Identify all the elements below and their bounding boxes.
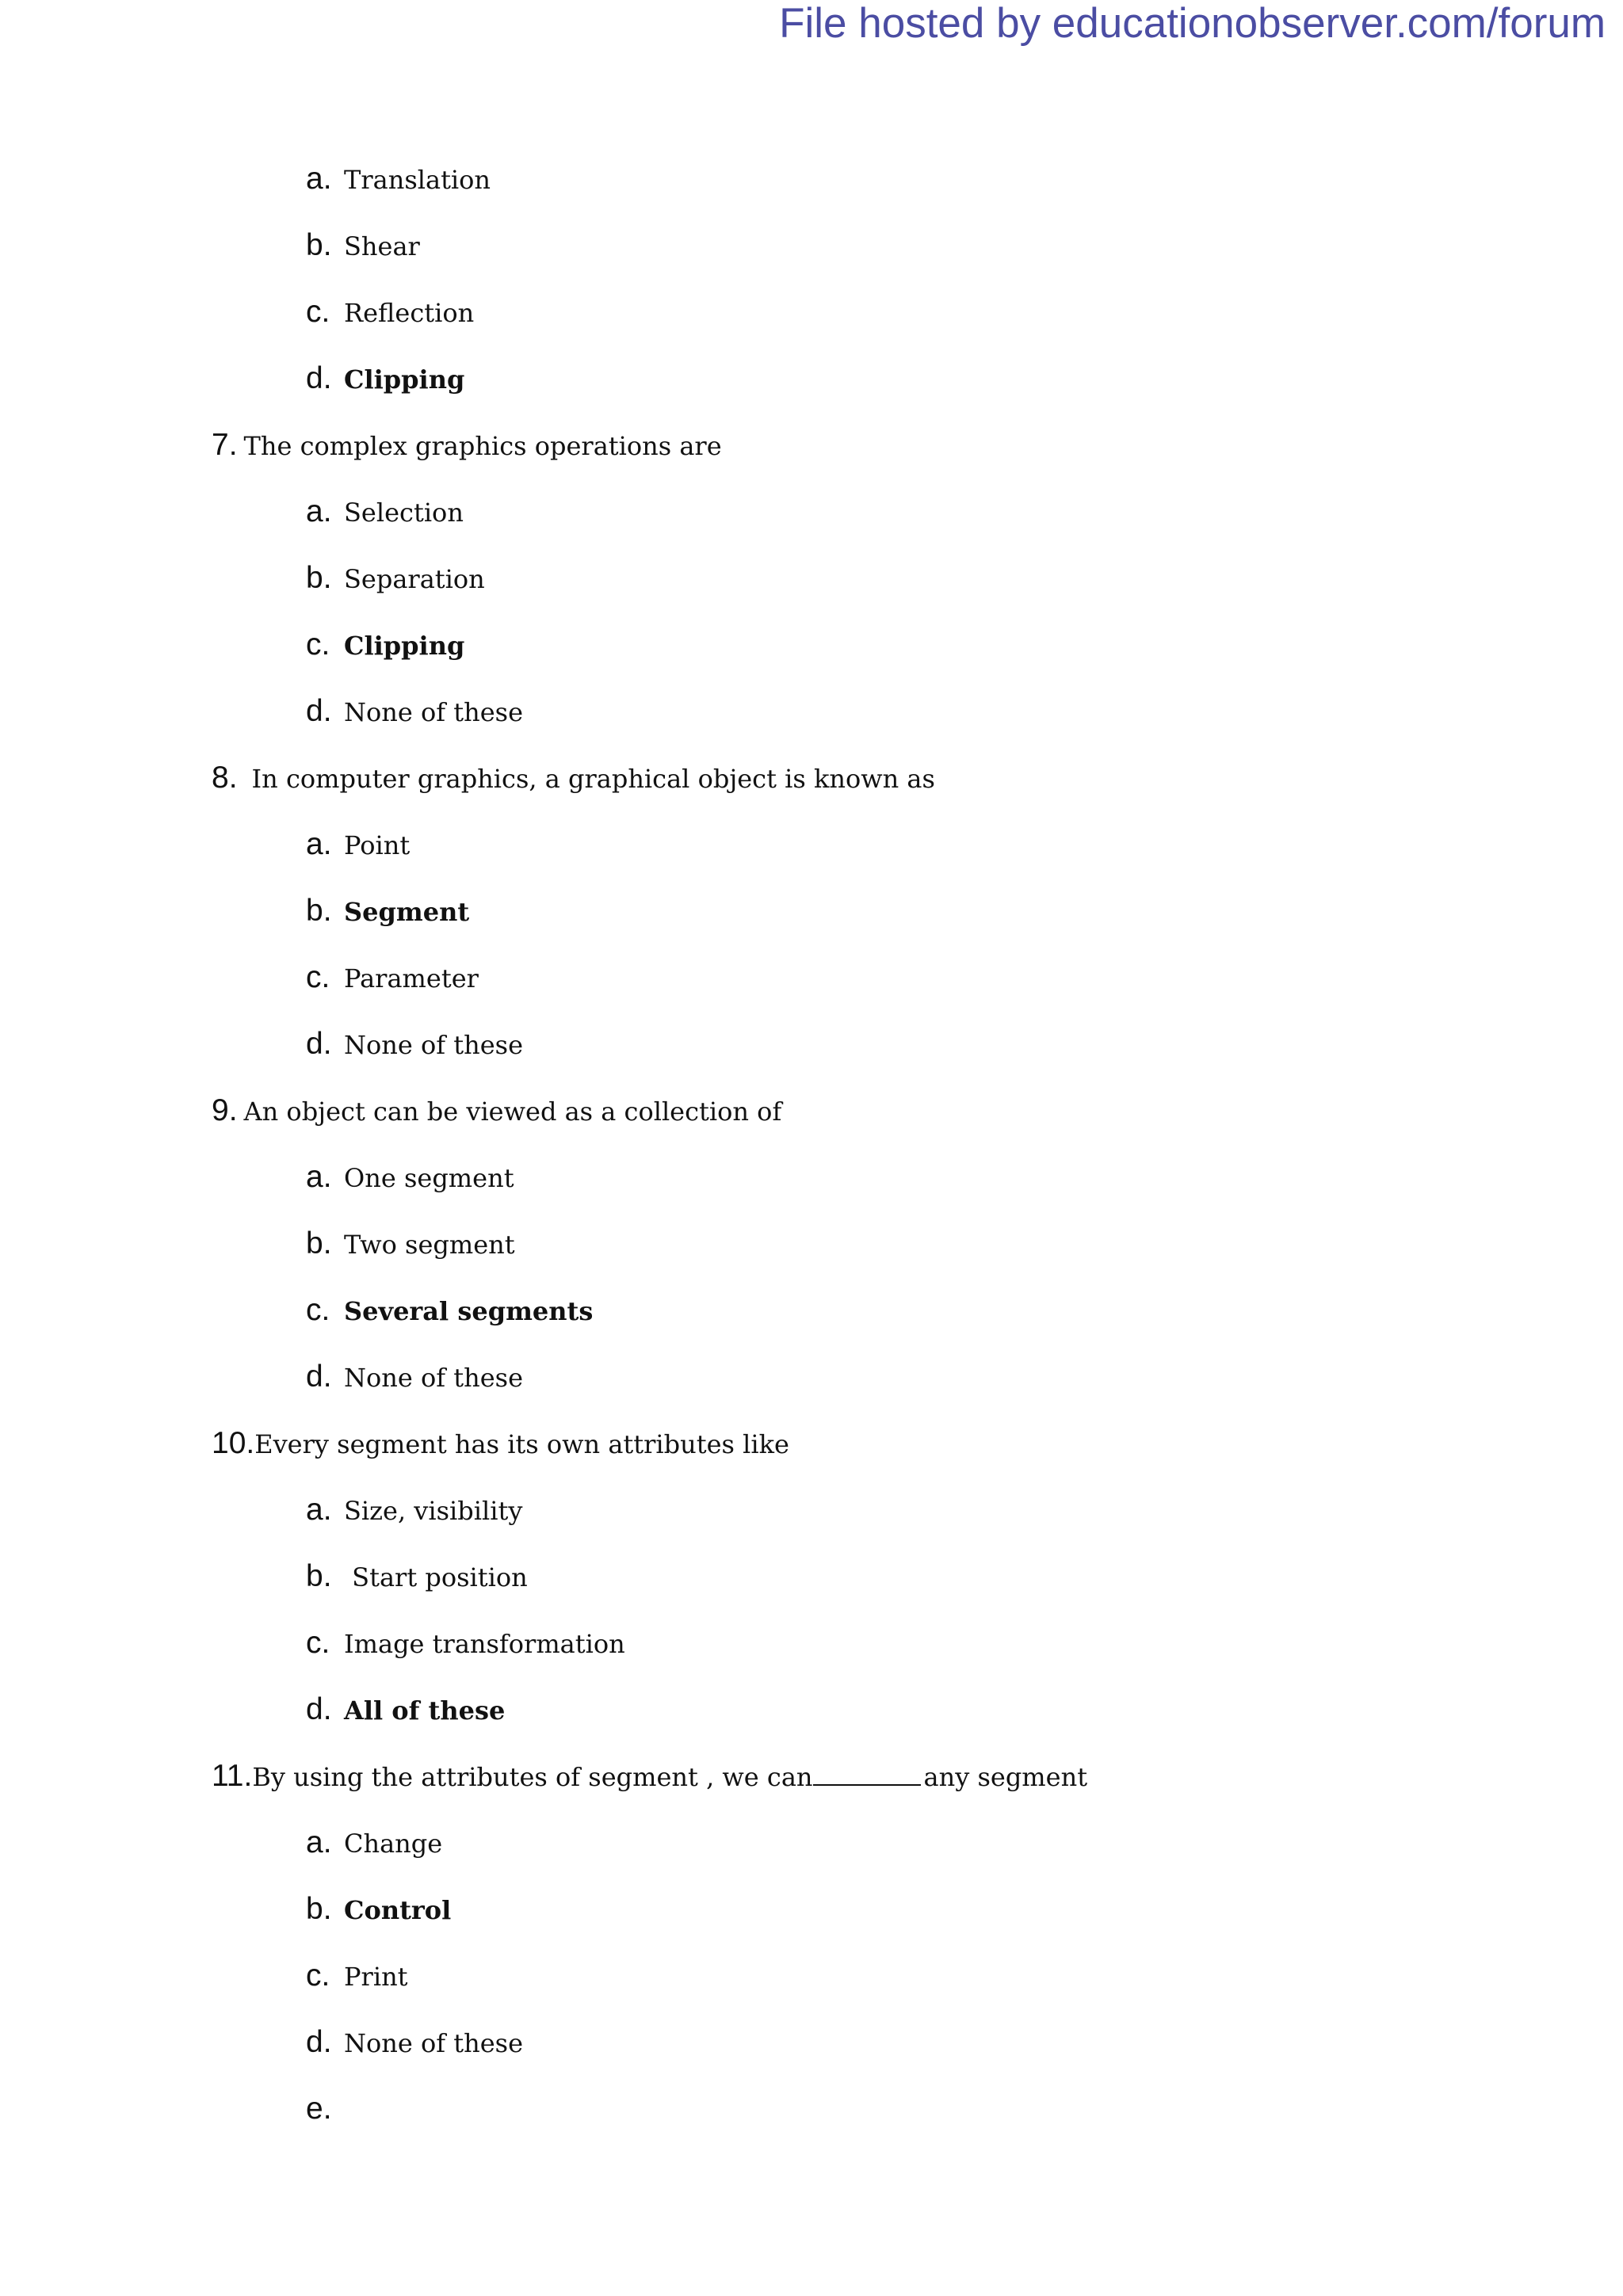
option-text: None of these [344,1030,524,1060]
option-8a [306,811,410,878]
question-text-end: any segment [923,1762,1088,1792]
option-6a [306,146,491,212]
option-6d [306,345,464,412]
question-7 [212,412,722,479]
option-7c [306,612,464,678]
option-marker: a. [306,1493,332,1527]
option-marker: b. [306,1226,332,1261]
question-number: 7. [212,428,238,462]
option-7d [306,678,523,745]
question-number: 10. [212,1426,255,1460]
option-marker: c. [306,1958,330,1993]
option-marker: d. [306,2025,332,2059]
option-marker: c. [306,627,330,662]
option-6b [306,212,420,279]
answer-blank [813,1784,921,1786]
option-text: None of these [344,697,524,727]
option-text-answer: All of these [344,1695,506,1726]
option-text: One segment [344,1163,514,1193]
option-6c [306,279,474,345]
option-text: Two segment [344,1230,515,1260]
question-text: In computer graphics, a graphical object is known as [251,764,935,794]
option-text: Parameter [344,963,479,994]
option-marker: a. [306,162,332,196]
option-marker: c. [306,295,330,329]
option-7a [306,479,464,545]
watermark-text: File hosted by educationobserver.com/forum [779,0,1606,47]
question-text: An object can be viewed as a collection of [243,1097,782,1127]
option-marker: b. [306,228,332,262]
option-9d [306,1344,523,1410]
option-text: Reflection [344,298,475,328]
question-number: 11. [212,1759,253,1793]
option-text-answer: Several segments [344,1296,594,1326]
option-marker: c. [306,960,330,994]
option-text: Shear [344,231,420,261]
option-text: Selection [344,498,464,528]
question-9 [212,1077,781,1144]
option-marker: a. [306,494,332,528]
option-marker: e. [306,2092,332,2126]
option-11e [306,2076,344,2142]
option-text: Point [344,830,411,860]
option-text: None of these [344,2028,524,2058]
question-number: 9. [212,1093,238,1127]
option-11b [306,1876,451,1943]
option-11d [306,2009,523,2076]
question-10 [212,1410,789,1477]
option-text: None of these [344,1363,524,1393]
option-text: Change [344,1829,443,1859]
option-text: Image transformation [344,1629,625,1659]
option-9b [306,1211,515,1277]
option-marker: b. [306,1892,332,1926]
option-marker: d. [306,1360,332,1394]
question-text: Every segment has its own attributes like [254,1429,789,1459]
option-marker: d. [306,1692,332,1726]
option-marker: a. [306,1825,332,1859]
option-marker: c. [306,1626,330,1660]
option-9a [306,1144,514,1211]
option-9c [306,1277,593,1344]
option-text: Size, visibility [344,1496,523,1526]
option-marker: b. [306,561,332,595]
question-11 [212,1743,1087,1810]
option-11a [306,1810,442,1876]
option-text: Print [344,1962,408,1992]
option-7b [306,545,485,612]
option-marker: b. [306,1559,332,1593]
option-10c [306,1610,625,1676]
question-number: 8. [212,761,238,795]
option-marker: b. [306,894,332,928]
option-text-answer: Control [344,1895,452,1925]
option-text-answer: Clipping [344,364,465,395]
option-marker: a. [306,1160,332,1194]
question-text: By using the attributes of segment , we can [252,1762,813,1792]
option-10d [306,1676,505,1743]
question-text: The complex graphics operations are [243,431,722,461]
option-text-answer: Segment [344,897,470,927]
option-marker: d. [306,694,332,728]
option-text: Start position [344,1562,528,1592]
option-10b [306,1543,528,1610]
option-marker: d. [306,1027,332,1061]
option-text: Separation [344,564,485,594]
option-text-answer: Clipping [344,631,465,661]
option-marker: d. [306,361,332,395]
option-10a [306,1477,522,1543]
option-marker: c. [306,1293,330,1327]
option-8b [306,878,469,944]
option-8c [306,944,479,1011]
option-11c [306,1943,408,2009]
option-8d [306,1011,523,1077]
question-8 [212,745,935,811]
option-marker: a. [306,827,332,861]
option-text: Translation [344,165,491,195]
